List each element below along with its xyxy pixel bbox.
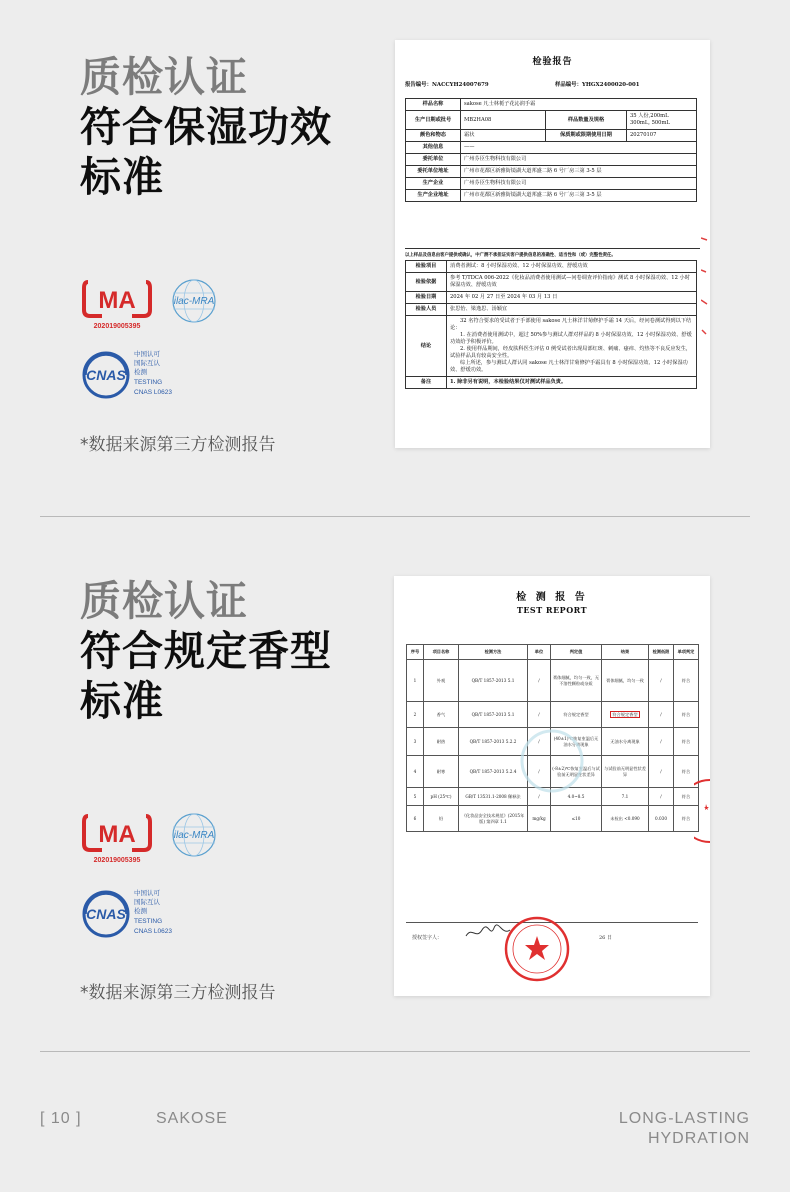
section-moisture-certification: [0, 0, 790, 518]
heading-fragrance-line2: 标准: [80, 677, 164, 725]
ilac-mra-logo: [165, 278, 223, 324]
svg-text:检测: 检测: [134, 907, 147, 915]
svg-text:CNAS L0623: CNAS L0623: [134, 928, 172, 935]
sample-info-table: 样品名称 sakose 凡士林栀子花沁润手霜 生产日期或批号 MB2HA08 样品数量及规格 35 人份,200mL 300mL, 500mL 颜色和物态 霜状 保质期或限期使用日期 20270107 其他信息 —— 委托单位 广州芬臣生物科技有限公司 委托单位地址 广州市花都区新雅街镜湖大道邦盛二路 6 号厂房三第 3-5 层 生产企业 广州芬臣生物科技有限公司 生产企业地址 广州市花都区新雅街镜湖大道邦盛二路 6 号厂房三第 3-5 层: [405, 98, 697, 202]
red-stamp-edge: [701, 230, 710, 350]
cma-logo: [82, 810, 152, 866]
table-row: 1 外观 QB/T 1857-2013 5.1 / 膏体细腻，均匀一致，无不溶性颗粒或杂质 膏体细腻，均匀一致 / 符合: [407, 660, 699, 702]
heading-certification: 质检认证: [80, 53, 248, 101]
cma-text: MA: [98, 287, 136, 314]
cnas-text: CNAS: [86, 367, 126, 383]
inspection-report-document: [395, 40, 710, 448]
divider-line: [40, 1051, 750, 1052]
section-fragrance-certification: [0, 518, 790, 1052]
ilac-mra-logo: [165, 812, 223, 858]
table-row: 3 耐热 QB/T 1857-2013 5.2.2 / (40±1)℃恢复室温后无油水分离现象 无油水分离现象 / 符合: [407, 728, 699, 756]
table-row: 5 pH (25℃) GB/T 13531.1-2008 稀释法 / 4.0~8.5 7.1 / 符合: [407, 788, 699, 806]
ilac-text: ilac-MRA: [173, 830, 215, 841]
tagline-line1: LONG-LASTING: [618, 1110, 750, 1127]
source-note: *数据来源第三方检测报告: [80, 435, 276, 455]
table-row: 6 铅 《化妆品安全技术规范》(2015年版) 第四章 1.1 mg/kg ≤10 未检出 <0.090 0.030 符合: [407, 806, 699, 832]
signing-date: 26 日: [599, 935, 612, 941]
svg-text:国际互认: 国际互认: [134, 359, 160, 367]
svg-text:CNAS L0623: CNAS L0623: [134, 389, 172, 396]
report-title: 检 测 报 告: [516, 592, 588, 603]
red-stamp-edge: [694, 776, 710, 846]
svg-text:国际互认: 国际互认: [134, 898, 160, 906]
ilac-text: ilac-MRA: [173, 296, 215, 307]
test-items-table: 序号 项目名称 检测方法 单位 判定值 结果 检测低限 单项判定 1 外观 QB/T 1857-2013 5.1 / 膏体细腻，均匀一致，无不溶性颗粒或杂质 膏体细腻，均匀一致 / 符合 2 香气 QB/T 1857-2013 5.1 / 符合规定香型 符合规定香型 / 符合 3 耐热 QB/T 1857-2013 5.2.2 / (40±1)℃恢复室温后无油水分离现象 无油水分离现象 / 符合 4 耐寒 QB/T 1857-2013 5.2.4 / (-8±2)℃恢复室温后与试验前无明显性状差异 与试验前无明显性状差异 / 符合 5 pH (25℃) GB/T 13531.1-2008 稀释法 / 4.0~8.5 7.1 / 符合 6 铅 《化妆品安全技术规范》(2015年版) 第四章 1.1 mg/kg ≤10 未检出 <0.090 0.030 符合: [406, 644, 699, 832]
cma-code: 202019005395: [93, 857, 141, 864]
red-official-stamp: [502, 914, 572, 984]
cma-code: 202019005395: [93, 323, 141, 330]
svg-text:TESTING: TESTING: [134, 918, 163, 925]
heading-moisture-line2: 标准: [80, 153, 164, 201]
sample-number: 样品编号：YHGX2400020-001: [555, 82, 640, 88]
heading-certification: 质检认证: [80, 577, 248, 625]
brand-name: SAKOSE: [156, 1110, 228, 1127]
svg-text:中国认可: 中国认可: [134, 350, 160, 358]
test-result-table: 检验项目 消费者测试：8 小时保湿功效、12 小时保湿功效、舒缓功效 检验依据 参考 T/TDCA 006-2022《化妆品消费者使用测试—问卷调查评价指南》测试 8 小时保湿功效、12 小时保湿功效、舒缓功效 检验日期 2024 年 02 月 27 日至 2024 年 03 月 13 日 检验人员 张思怡、梁逸思、汤颖宜 结论 32 名符合要求的受试者于手部使用 sakose 凡士林洋甘菊修护手霜 14 天后，经问卷测试得到以下结论： 1. 在消费者使用测试中，超过 50%参与测试人群对样品的 8 小时保湿功效、12 小时保湿功效、舒缓功效给予积极评价。 2. 使用样品期间，经皮肤科医生评估 0 例受试者出现局部红斑、刺痛、瘙痒、灼热等不良反应发生，试验样品具有较高安全性。 综上所述，参与测试人群认同 sakose 凡士林洋甘菊修护手霜具有 8 小时保湿功效、12 小时保湿功效、舒缓功效。 备注 1. 除非另有说明，本检验结果仅对测试样品负责。: [405, 260, 697, 389]
table-row: 4 耐寒 QB/T 1857-2013 5.2.4 / (-8±2)℃恢复室温后与试验前无明显性状差异 与试验前无明显性状差异 / 符合: [407, 756, 699, 788]
cma-text: MA: [98, 821, 136, 848]
highlighted-result: 符合规定香型: [612, 711, 638, 717]
report-subtitle: TEST REPORT: [516, 605, 588, 615]
disclaimer-banner: 以上样品及信息由客户提供或确认，中广测不承担证实客户提供信息的准确性、适当性和（或）完整性责任。: [405, 248, 700, 258]
svg-text:中国认可: 中国认可: [134, 889, 160, 897]
heading-fragrance-line1: 符合规定香型: [80, 627, 332, 675]
table-row: 2 香气 QB/T 1857-2013 5.1 / 符合规定香型 符合规定香型 / 符合: [407, 702, 699, 728]
divider-line: [40, 516, 750, 517]
report-number: 报告编号：NACCYH24007679: [405, 82, 489, 88]
page-number: [ 10 ]: [40, 1110, 82, 1127]
svg-text:检测: 检测: [134, 368, 147, 376]
svg-text:TESTING: TESTING: [134, 379, 163, 386]
tagline-line2: HYDRATION: [647, 1130, 750, 1147]
cnas-logo: [82, 884, 192, 944]
heading-moisture-line1: 符合保湿功效: [80, 103, 332, 151]
cnas-text: CNAS: [86, 906, 126, 922]
signer-label: 授权签字人：: [412, 935, 443, 941]
test-report-document: [394, 576, 710, 996]
report-title: 检验报告: [532, 57, 573, 67]
cma-logo: [82, 276, 152, 332]
cnas-logo: [82, 345, 192, 405]
watermark-seal: [512, 726, 592, 796]
source-note: *数据来源第三方检测报告: [80, 983, 276, 1003]
